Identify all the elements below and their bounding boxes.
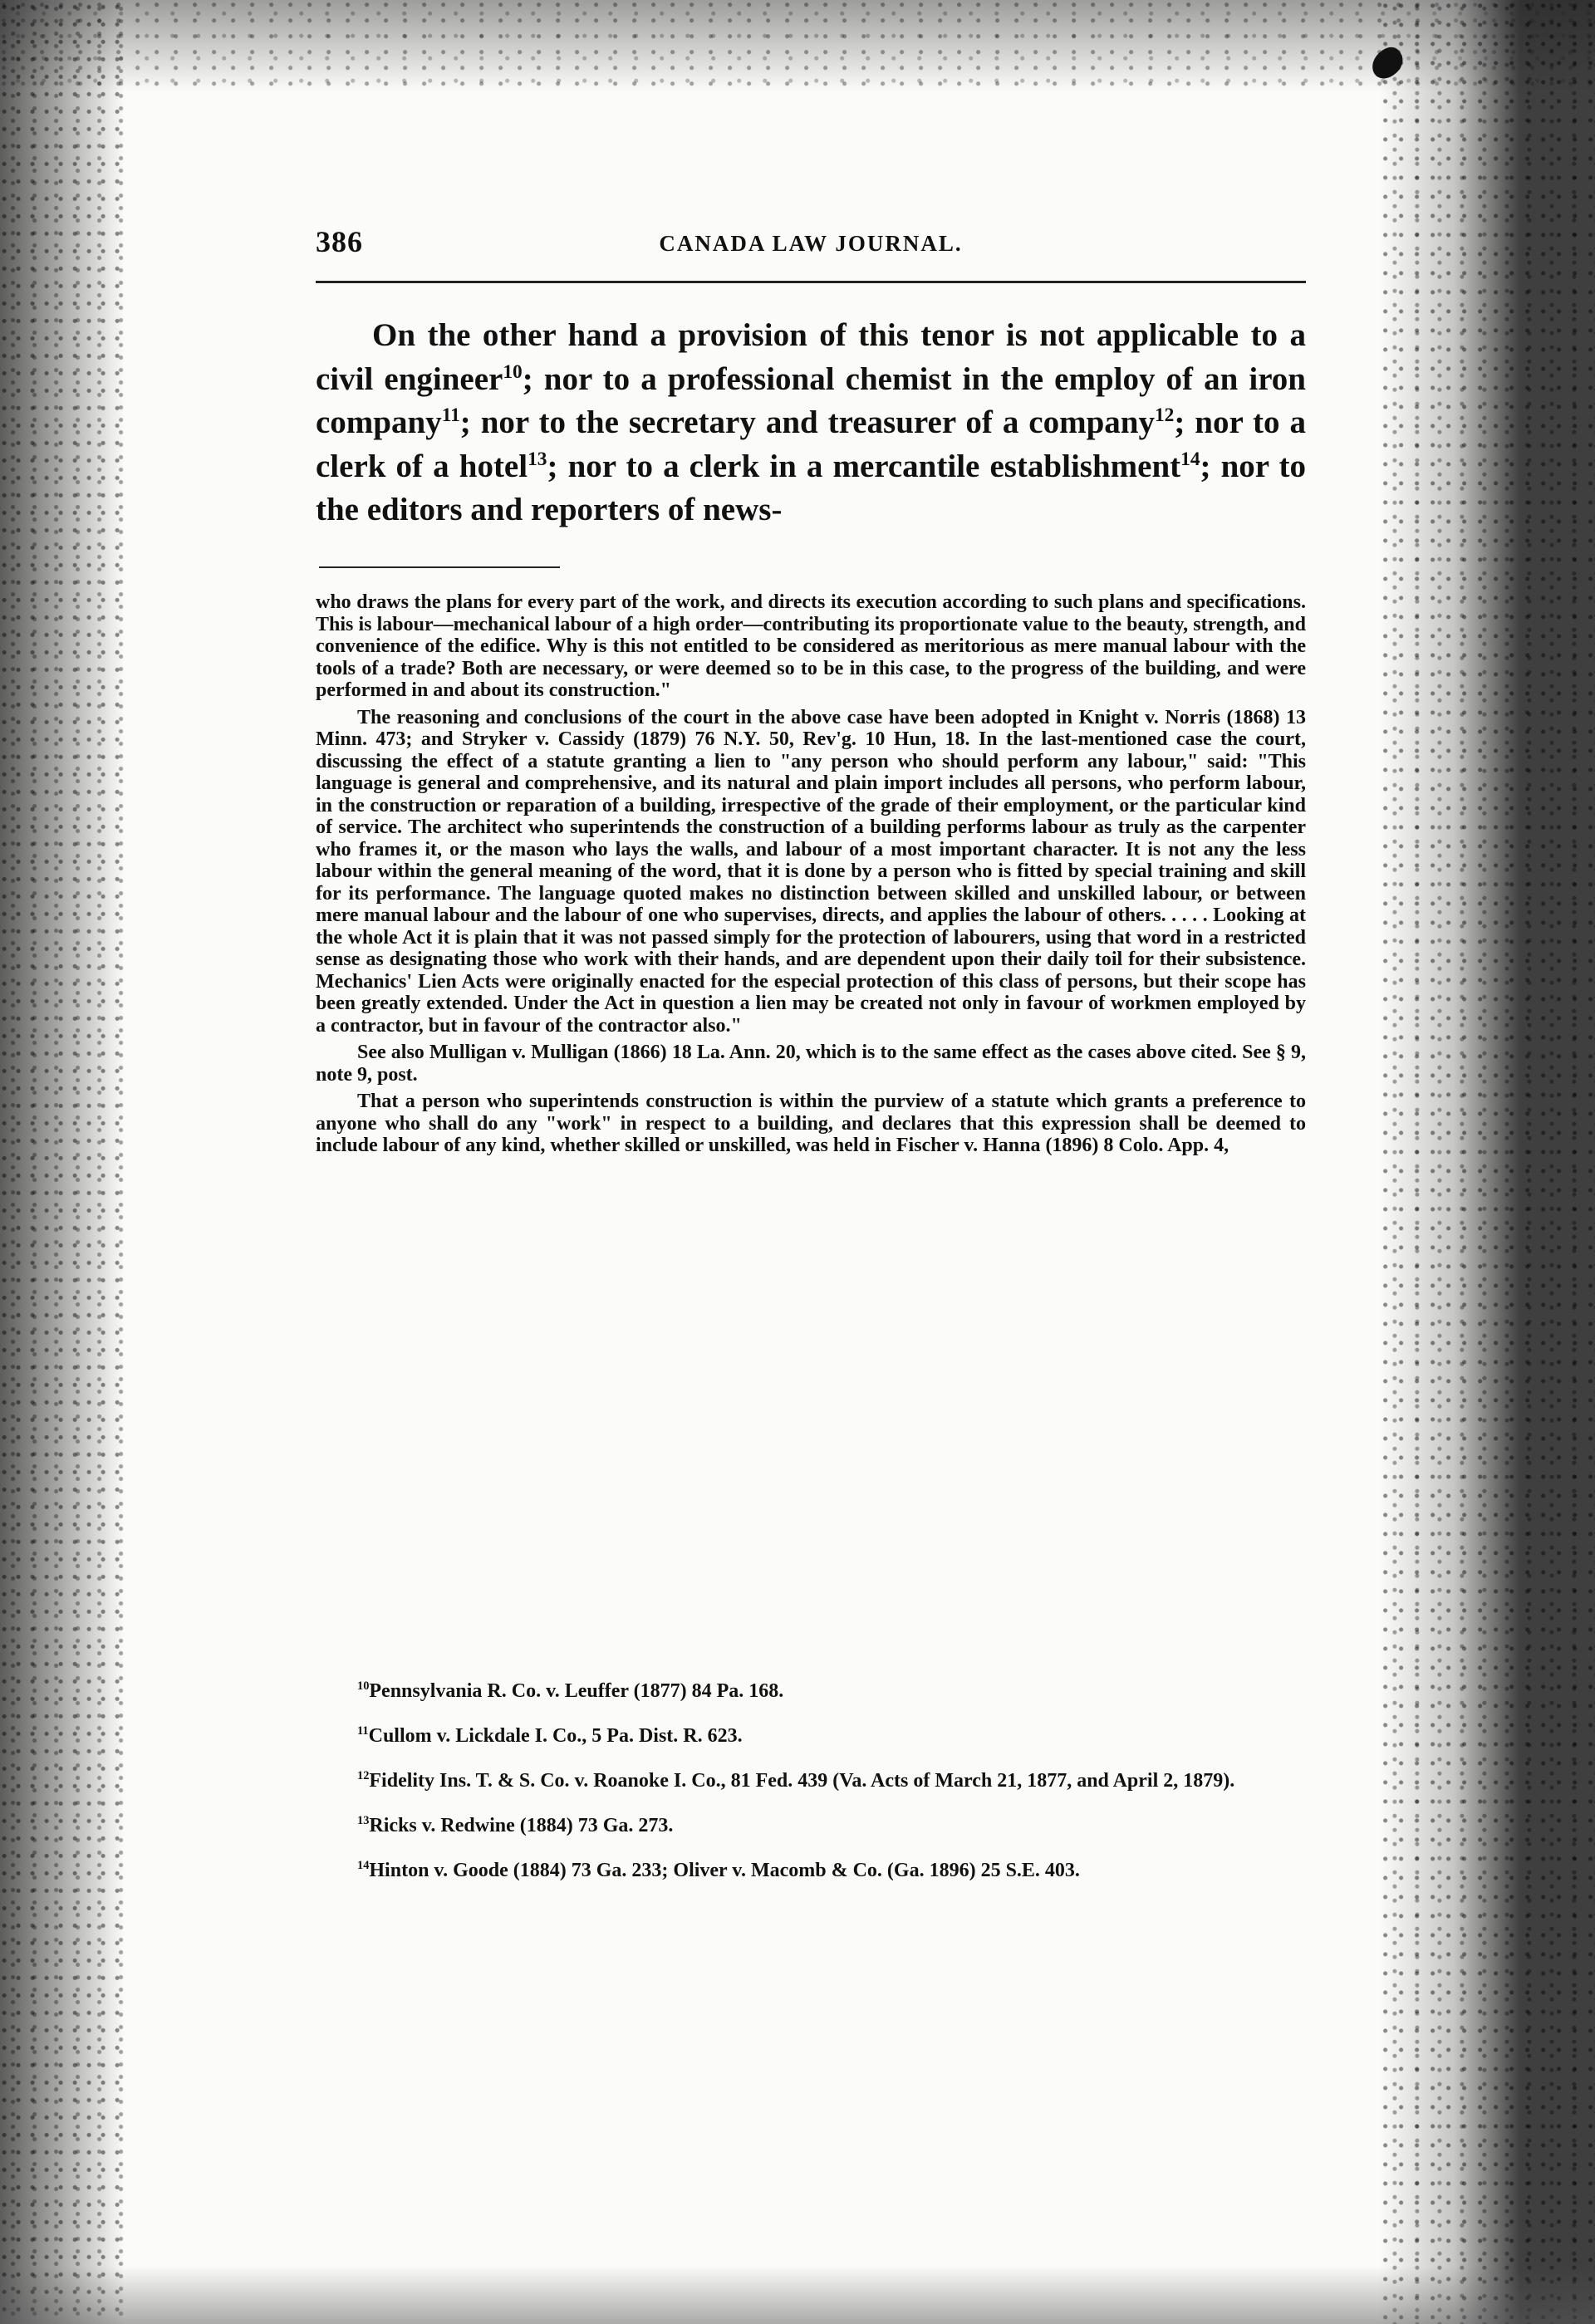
main-text-segment: On the other hand a provision of this tenor is not applicable to a civil engineer — [316, 317, 1306, 397]
footnote-ref: 14 — [1180, 448, 1200, 470]
footnote-number: 13 — [357, 1814, 370, 1827]
footnote — [316, 1769, 1306, 1792]
header-rule — [316, 281, 1306, 283]
main-text-segment: ; nor to the secretary and treasurer of a company — [459, 404, 1155, 440]
footnote-number: 12 — [357, 1769, 370, 1782]
note-paragraph: The reasoning and conclusions of the court in the above case have been adopted in Knight v. Norris (1868) 13 Minn. 473; and Stryker v. Cassidy (1879) 76 N.Y. 50, Rev'g. 10 Hun, 18. In the last-mentioned case the court, discussing the effect of a statute granting a lien to "any person who should perform any labour," said: "This language is general and comprehensive, and its natural and plain import includes all persons, who perform labour, in the construction or reparation of a building, irrespective of the grade of their employment, or the particular kind of service. The architect who superintends the construction of a building performs labour as truly as the carpenter who frames it, or the mason who lays the walls, and labour of a most important character. It is not any the less labour within the general meaning of the word, that it is done by a person who is fitted by special training and skill for its performance. The language quoted makes no distinction between skilled and unskilled labour, or between mere manual labour and the labour of one who supervises, directs, and applies the labour of others. . . . . Looking at the whole Act it is plain that it was not passed simply for the protection of labourers, using that word in a restricted sense as designating those who work with their hands, and are dependent upon their daily toil for their subsistence. Mechanics' Lien Acts were originally enacted for the especial protection of this class of persons, but their scope has been greatly extended. Under the Act in question a lien may be created not only in favour of workmen employed by a contractor, but in favour of the contractor also." — [316, 706, 1306, 1037]
footnote — [316, 1859, 1306, 1882]
main-text-segment: ; nor to a clerk of a hotel — [316, 404, 1306, 484]
running-head — [316, 224, 1306, 266]
footnote-separator — [319, 566, 560, 568]
footnote — [316, 1679, 1306, 1703]
footnote-ref: 12 — [1154, 404, 1175, 426]
footnote-text: Ricks v. Redwine (1884) 73 Ga. 273. — [369, 1815, 674, 1836]
main-paragraph-text — [316, 314, 1306, 532]
scan-edge-left — [0, 0, 125, 2324]
footnote — [316, 1724, 1306, 1748]
footnote-number: 10 — [357, 1679, 370, 1693]
footnote-ref: 10 — [503, 360, 523, 383]
main-paragraph — [316, 314, 1306, 532]
journal-title: CANADA LAW JOURNAL. — [659, 231, 963, 256]
main-text-segment: ; nor to a professional chemist in the employ of an iron company — [316, 360, 1306, 440]
scan-edge-bottom — [0, 2266, 1595, 2324]
footnote-text: Pennsylvania R. Co. v. Leuffer (1877) 84 Pa. 168. — [369, 1680, 784, 1702]
scan-edge-top — [0, 0, 1595, 91]
main-text-segment: ; nor to the editors and reporters of news- — [316, 448, 1306, 527]
scan-edge-right — [1379, 0, 1595, 2324]
footnote-ref: 13 — [528, 448, 547, 470]
footnotes — [316, 1679, 1306, 1904]
footnote-text: Cullom v. Lickdale I. Co., 5 Pa. Dist. R. 623. — [368, 1725, 743, 1747]
main-text-segment: ; nor to a clerk in a mercantile establishment — [547, 448, 1181, 484]
footnote-text: Hinton v. Goode (1884) 73 Ga. 233; Oliver v. Macomb & Co. (Ga. 1896) 25 S.E. 403. — [369, 1860, 1080, 1881]
footnote-text: Fidelity Ins. T. & S. Co. v. Roanoke I. Co., 81 Fed. 439 (Va. Acts of March 21, 1877, and April 2, 1879). — [369, 1770, 1235, 1792]
footnote-ref: 11 — [441, 404, 460, 426]
note-paragraph: That a person who superintends construction is within the purview of a statute which grants a preference to anyone who shall do any "work" in respect to a building, and declares that this expression shall be deemed to include labour of any kind, whether skilled or unskilled, was held in Fischer v. Hanna (1896) 8 Colo. App. 4, — [316, 1091, 1306, 1156]
footnote — [316, 1814, 1306, 1837]
footnote-number: 11 — [357, 1724, 369, 1738]
note-paragraph: who draws the plans for every part of the work, and directs its execution according to such plans and specifications. This is labour—mechanical labour of a high order—contributing its proportionate value to the beauty, strength, and convenience of the edifice. Why is this not entitled to be considered as meritorious as mere manual labour with the tools of a trade? Both are necessary, or were deemed so to be in this case, to the progress of the building, and were performed in and about its construction." — [316, 591, 1306, 701]
note-paragraph: See also Mulligan v. Mulligan (1866) 18 La. Ann. 20, which is to the same effect as the cases above cited. See § 9, note 9, post. — [316, 1042, 1306, 1086]
continued-note — [316, 591, 1306, 1162]
page-number: 386 — [316, 225, 363, 258]
footnote-number: 14 — [357, 1859, 370, 1872]
